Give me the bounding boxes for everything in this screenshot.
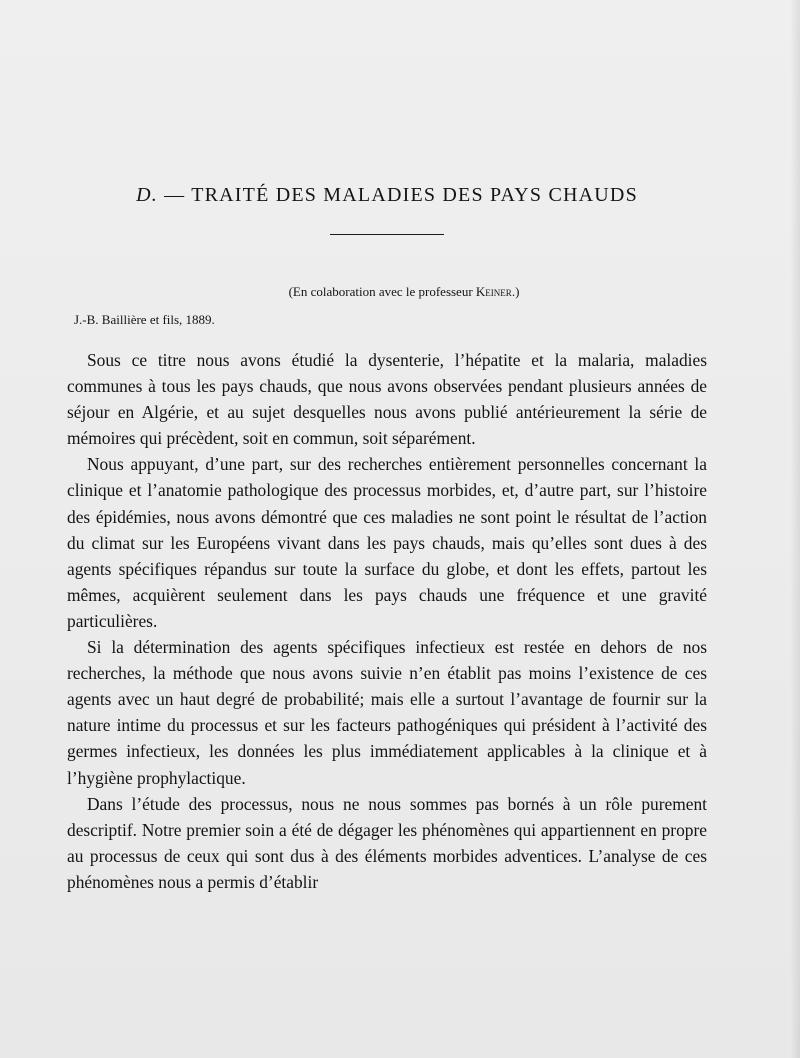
paragraph: Nous appuyant, d’une part, sur des recherches entièrement personnelles concernant la clinique et l’anatomie pathologique des processus morbides, et, d’autre part, sur l’histoire des épidémies, nous avons démontré que ces maladies ne sont point le résultat de l’action du climat sur les Européens vivant dans les pays chauds, mais qu’elles sont dues à des agents spécifiques répandus sur toute la surface du globe, et dont les effets, partout les mêmes, acquièrent seulement dans les pays chauds une fréquence et une gravité particulières. bbox=[67, 454, 707, 631]
section-letter: D. bbox=[136, 184, 158, 206]
paragraph: Si la détermination des agents spécifiques infectieux est restée en dehors de nos recherches, la méthode que nous avons suivie n’en établit pas moins l’existence de ces agents avec un haut degré de probabilité; mais elle a surtout l’avantage de fournir sur la nature intime du processus et sur les facteurs pathogéniques qui président à l’activité des germes infectieux, les données les plus immédiatement applicables à la clinique et à l’hygiène prophylactique. bbox=[67, 637, 707, 788]
page-edge-shadow bbox=[790, 0, 800, 1058]
section-title bbox=[67, 181, 707, 209]
body-text bbox=[67, 347, 707, 895]
title-rule bbox=[330, 234, 444, 235]
collaboration-note bbox=[67, 283, 707, 301]
publisher-line: J.-B. Baillière et fils, 1889. bbox=[74, 312, 215, 327]
professor-name: Keiner bbox=[475, 284, 512, 299]
paragraph: Dans l’étude des processus, nous ne nous sommes pas bornés à un rôle purement descriptif. Notre premier soin a été de dégager les phénomènes qui appartiennent en propre au processus de ceux qui sont dus à des éléments morbides adventices. L’analyse de ces phénomènes nous a permis d’établir bbox=[67, 793, 707, 892]
collaboration-suffix: .) bbox=[511, 284, 520, 299]
title-text: TRAITÉ DES MALADIES DES PAYS CHAUDS bbox=[191, 184, 638, 206]
title-dash: — bbox=[164, 184, 186, 206]
page-content bbox=[67, 181, 707, 895]
collaboration-prefix: (En colaboration avec le professeur bbox=[288, 284, 476, 299]
paragraph: Sous ce titre nous avons étudié la dysenterie, l’hépatite et la malaria, maladies communes à tous les pays chauds, que nous avons observées pendant plusieurs années de séjour en Algérie, et au sujet desquelles nous avons publié antérieurement la série de mémoires qui précèdent, soit en commun, soit séparément. bbox=[67, 350, 707, 449]
